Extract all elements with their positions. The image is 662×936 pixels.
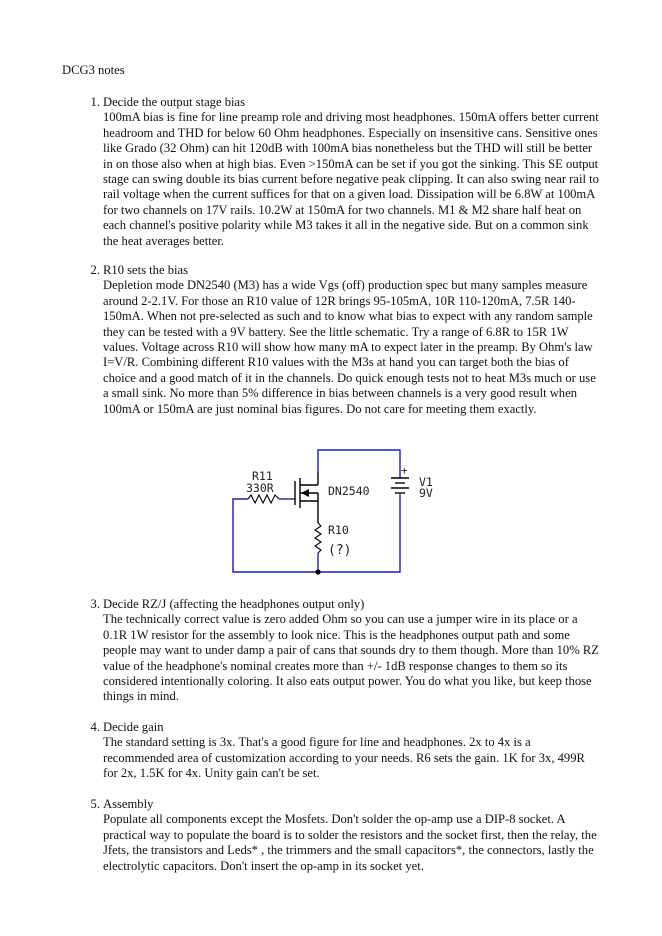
r10-resistor (315, 523, 321, 553)
item-number: 1. (90, 95, 100, 109)
battery-plus: + (401, 464, 408, 477)
item-heading: Assembly (103, 797, 154, 811)
list-item (84, 597, 599, 705)
battery-name: V1 (419, 475, 433, 489)
test-schematic (225, 445, 445, 580)
item-number: 4. (90, 720, 100, 734)
mosfet-label: DN2540 (328, 484, 370, 498)
item-heading: Decide RZ/J (affecting the headphones output only) (103, 597, 365, 611)
battery-symbol (391, 478, 409, 493)
r10-name: R10 (328, 523, 349, 537)
battery-value: 9V (419, 486, 433, 500)
item-number: 5. (90, 797, 100, 811)
item-text: 100mA bias is fine for line preamp role and driving most headphones. 150mA offers better current headroom and THD for below 60 Ohm headphones. Especially on insensitive cans. Sensitive ones like Grado (32 Ohm) can hit 120dB with 100mA bias nonetheless but the THD will still be better in on those also when at high bias. Even >150mA can be set if you got the sinking. This SE output stage can swing double its bias current before negative peak clipping. It can also swing near rail to rail voltage when the current suffices for that on a given load. Dissipation will be 6.8W at 100mA for two channels on 17V rails. 10.2W at 150mA for two channels. M1 & M2 share half heat on each channel's positive polarity while M3 takes it all in the negative side. But on a common sink the heat averages better. (103, 110, 599, 248)
item-heading: Decide the output stage bias (103, 95, 245, 109)
document-title: DCG3 notes (62, 63, 125, 77)
item-text: Depletion mode DN2540 (M3) has a wide Vgs (off) production spec but many samples measure around 2-2.1V. For those an R10 value of 12R brings 95-105mA, 10R 110-120mA, 7.5R 140-150mA. When not pre-selected as such and to know what bias to expect with any random sample they can be tested with a 9V battery. See the little schematic. Try a range of 6.8R to 15R 1W values. Voltage across R10 will show how many mA to expect later in the preamp. By Ohm's law I=V/R. Combining different R10 values with the M3s at hand you can target both the bias of choice and a good match of it in the channels. Do quick enough tests not to heat M3s much or use a small sink. No more than 5% difference in bias between channels is a very good result when 100mA or 150mA are just nominal bias figures. Do not care for meeting them exactly. (103, 278, 596, 416)
ground-junction (315, 569, 320, 574)
item-text: The standard setting is 3x. That's a good figure for line and headphones. 2x to 4x is a recommended area of customization according to your needs. R6 sets the gain. 1K for 3x, 499R for 2x, 1.5K for 4x. Unity gain can't be set. (103, 735, 585, 781)
r11-value: 330R (246, 481, 274, 495)
item-text: Populate all components except the Mosfets. Don't solder the op-amp use a DIP-8 socket. A practical way to populate the board is to solder the resistors and the socket first, then the relay, the Jfets, the transistors and Leds* , the trimmers and the small capacitors*, the connectors, lastly the electrolytic capacitors. Don't insert the op-amp in its socket yet. (103, 812, 597, 873)
item-heading: R10 sets the bias (103, 263, 189, 277)
item-number: 3. (90, 597, 100, 611)
list-item (84, 263, 599, 417)
mosfet-arrow (301, 489, 309, 497)
mosfet-symbol (295, 472, 318, 523)
item-number: 2. (90, 263, 100, 277)
r11-resistor (248, 495, 279, 503)
list-item (84, 720, 599, 782)
r10-value: (?) (328, 543, 352, 558)
item-text: The technically correct value is zero added Ohm so you can use a jumper wire in its place or a 0.1R 1W resistor for the assembly to look nice. This is the headphones output path and some people may want to under damp a pair of cans that sounds dry to them though. More than 10% RZ value of the headphone's nominal creates more than +/- 1dB response changes to them so its considered intentionally coloring. It also eats output power. You do what you like, but keep those things in mind. (103, 612, 599, 704)
list-item (84, 797, 599, 874)
r11-name: R11 (252, 469, 273, 483)
item-heading: Decide gain (103, 720, 164, 734)
list-item (84, 95, 599, 249)
